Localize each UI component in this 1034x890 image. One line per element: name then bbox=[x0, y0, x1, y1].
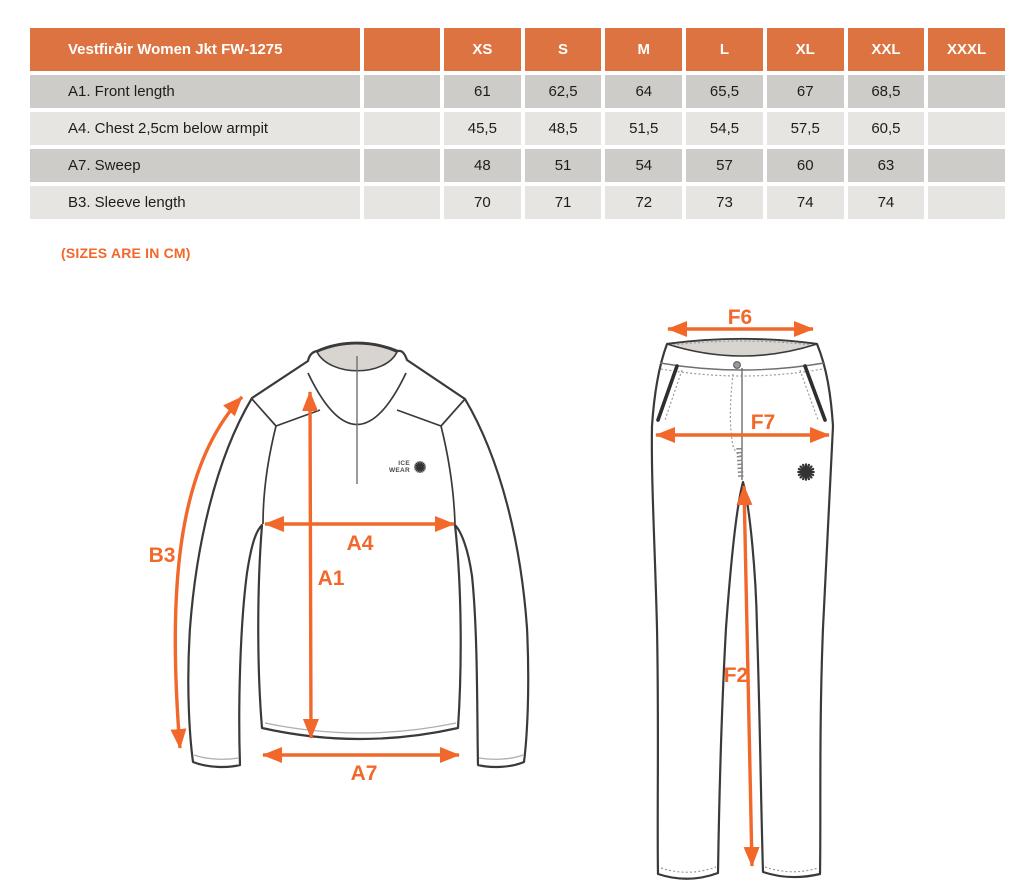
pants-drawing bbox=[652, 306, 833, 879]
a1-arrow bbox=[310, 392, 311, 738]
row-label: B3. Sleeve length bbox=[30, 186, 360, 219]
size-header-xxl: XXL bbox=[848, 28, 925, 71]
size-header-s: S bbox=[525, 28, 602, 71]
measure-label-a4: A4 bbox=[346, 532, 374, 555]
size-value: 54 bbox=[605, 149, 682, 182]
jacket-drawing bbox=[149, 343, 529, 785]
size-value: 65,5 bbox=[686, 75, 763, 108]
size-value: 51,5 bbox=[605, 112, 682, 145]
size-value: 60 bbox=[767, 149, 844, 182]
size-header-xs: XS bbox=[444, 28, 521, 71]
size-header-m: M bbox=[605, 28, 682, 71]
size-value: 48,5 bbox=[525, 112, 602, 145]
size-value: 68,5 bbox=[848, 75, 925, 108]
size-value: 45,5 bbox=[444, 112, 521, 145]
measure-label-f7: F7 bbox=[750, 411, 776, 434]
size-value: 74 bbox=[848, 186, 925, 219]
size-value: 62,5 bbox=[525, 75, 602, 108]
size-value: 74 bbox=[767, 186, 844, 219]
size-value: 73 bbox=[686, 186, 763, 219]
size-value: 71 bbox=[525, 186, 602, 219]
size-header-xxxl: XXXL bbox=[928, 28, 1005, 71]
row-label: A4. Chest 2,5cm below armpit bbox=[30, 112, 360, 145]
pants-snowflake-icon bbox=[798, 464, 813, 479]
size-value: 64 bbox=[605, 75, 682, 108]
table-title: Vestfirðir Women Jkt FW-1275 bbox=[30, 28, 360, 71]
measure-label-a1: A1 bbox=[317, 567, 345, 590]
size-header-xl: XL bbox=[767, 28, 844, 71]
size-value: 57 bbox=[686, 149, 763, 182]
size-value: 48 bbox=[444, 149, 521, 182]
size-value: 51 bbox=[525, 149, 602, 182]
row-label: A7. Sweep bbox=[30, 149, 360, 182]
logo-snowflake-icon bbox=[415, 462, 426, 473]
measurement-diagram bbox=[0, 28, 1034, 890]
svg-text:WEAR: WEAR bbox=[388, 467, 410, 474]
measure-label-f6: F6 bbox=[727, 306, 753, 329]
waist-button bbox=[734, 362, 741, 369]
size-value: 54,5 bbox=[686, 112, 763, 145]
size-value: 63 bbox=[848, 149, 925, 182]
size-header-l: L bbox=[686, 28, 763, 71]
size-value: 57,5 bbox=[767, 112, 844, 145]
measure-label-a7: A7 bbox=[350, 762, 378, 785]
measure-label-b3: B3 bbox=[148, 544, 176, 567]
size-value: 72 bbox=[605, 186, 682, 219]
sizes-note: (SIZES ARE IN CM) bbox=[61, 245, 191, 261]
row-label: A1. Front length bbox=[30, 75, 360, 108]
measure-label-f2: F2 bbox=[723, 664, 749, 687]
size-value: 70 bbox=[444, 186, 521, 219]
size-value: 61 bbox=[444, 75, 521, 108]
size-value: 60,5 bbox=[848, 112, 925, 145]
size-value: 67 bbox=[767, 75, 844, 108]
svg-text:ICE: ICE bbox=[398, 460, 410, 467]
